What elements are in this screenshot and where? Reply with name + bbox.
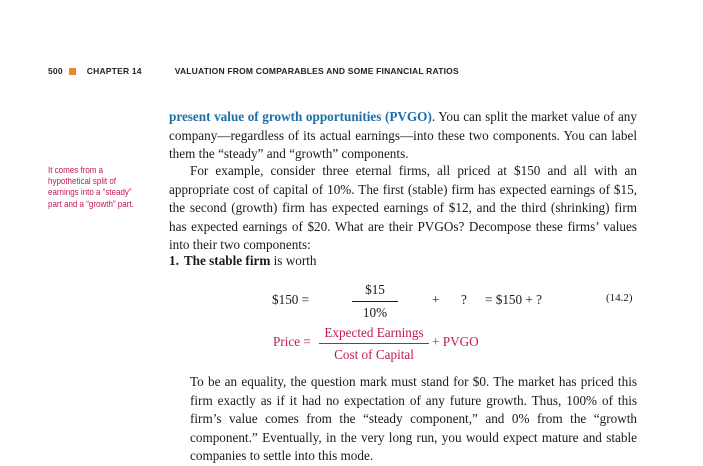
price-numerator: Expected Earnings	[324, 325, 424, 340]
chapter-label: CHAPTER 14	[86, 66, 142, 76]
equation-label: (14.2)	[606, 292, 633, 304]
equation-plus: +	[432, 292, 440, 307]
equation-denominator: 10%	[362, 305, 388, 320]
price-equation-lhs: Price =	[273, 334, 311, 349]
list-number: 1.	[169, 253, 179, 268]
paragraph-example: For example, consider three eternal firms, all priced at $150 and all with an appropriate cost of capital of 10%. The first (stable) firm has expected earnings of $15, the second (growth) firm has expected earnings of $12, and the third (shrinking) firm has expected earnings of $20. What are their PVGOs? Decompose these firms’ values into their two components:	[169, 163, 637, 253]
equation-fraction	[352, 282, 398, 321]
orange-square-icon	[69, 68, 76, 75]
equation-rhs: = $150 + ?	[485, 292, 542, 307]
pvgo-term: present value of growth opportunities	[169, 109, 382, 124]
running-head	[48, 64, 459, 78]
price-denominator: Cost of Capital	[334, 347, 414, 362]
pvgo-abbrev: (PVGO)	[384, 109, 432, 124]
equation-lhs: $150 =	[272, 292, 310, 307]
list-rest: is worth	[270, 253, 317, 268]
paragraph-pvgo-definition	[169, 108, 637, 164]
equation-numerator: $15	[365, 282, 385, 297]
margin-note: It comes from a hypothetical split of earnings into a “steady” part and a “growth” part.	[48, 165, 134, 209]
list-lead: The stable firm	[183, 253, 271, 268]
price-equation-rhs: + PVGO	[432, 334, 479, 349]
page-number: 500	[48, 66, 63, 76]
price-equation-fraction	[319, 325, 429, 363]
list-item-stable-firm	[169, 253, 317, 269]
equation-question: ?	[461, 292, 467, 307]
section-title: VALUATION FROM COMPARABLES AND SOME FINANCIAL RATIOS	[174, 66, 459, 76]
paragraph-pvgo-rest: . You can split the market value of any company—regardless of its actual earnings—into these two components. You can label them the “steady” and “growth” components.	[169, 109, 637, 162]
paragraph-conclusion: To be an equality, the question mark must stand for $0. The market has priced this firm exactly as if it had no expectation of any future growth. Thus, 100% of this firm’s value comes from the “steady component,” and 0% from the “growth component.” Eventually, in the very long run, you would expect mature and stable companies to settle into this mode.	[190, 374, 637, 464]
